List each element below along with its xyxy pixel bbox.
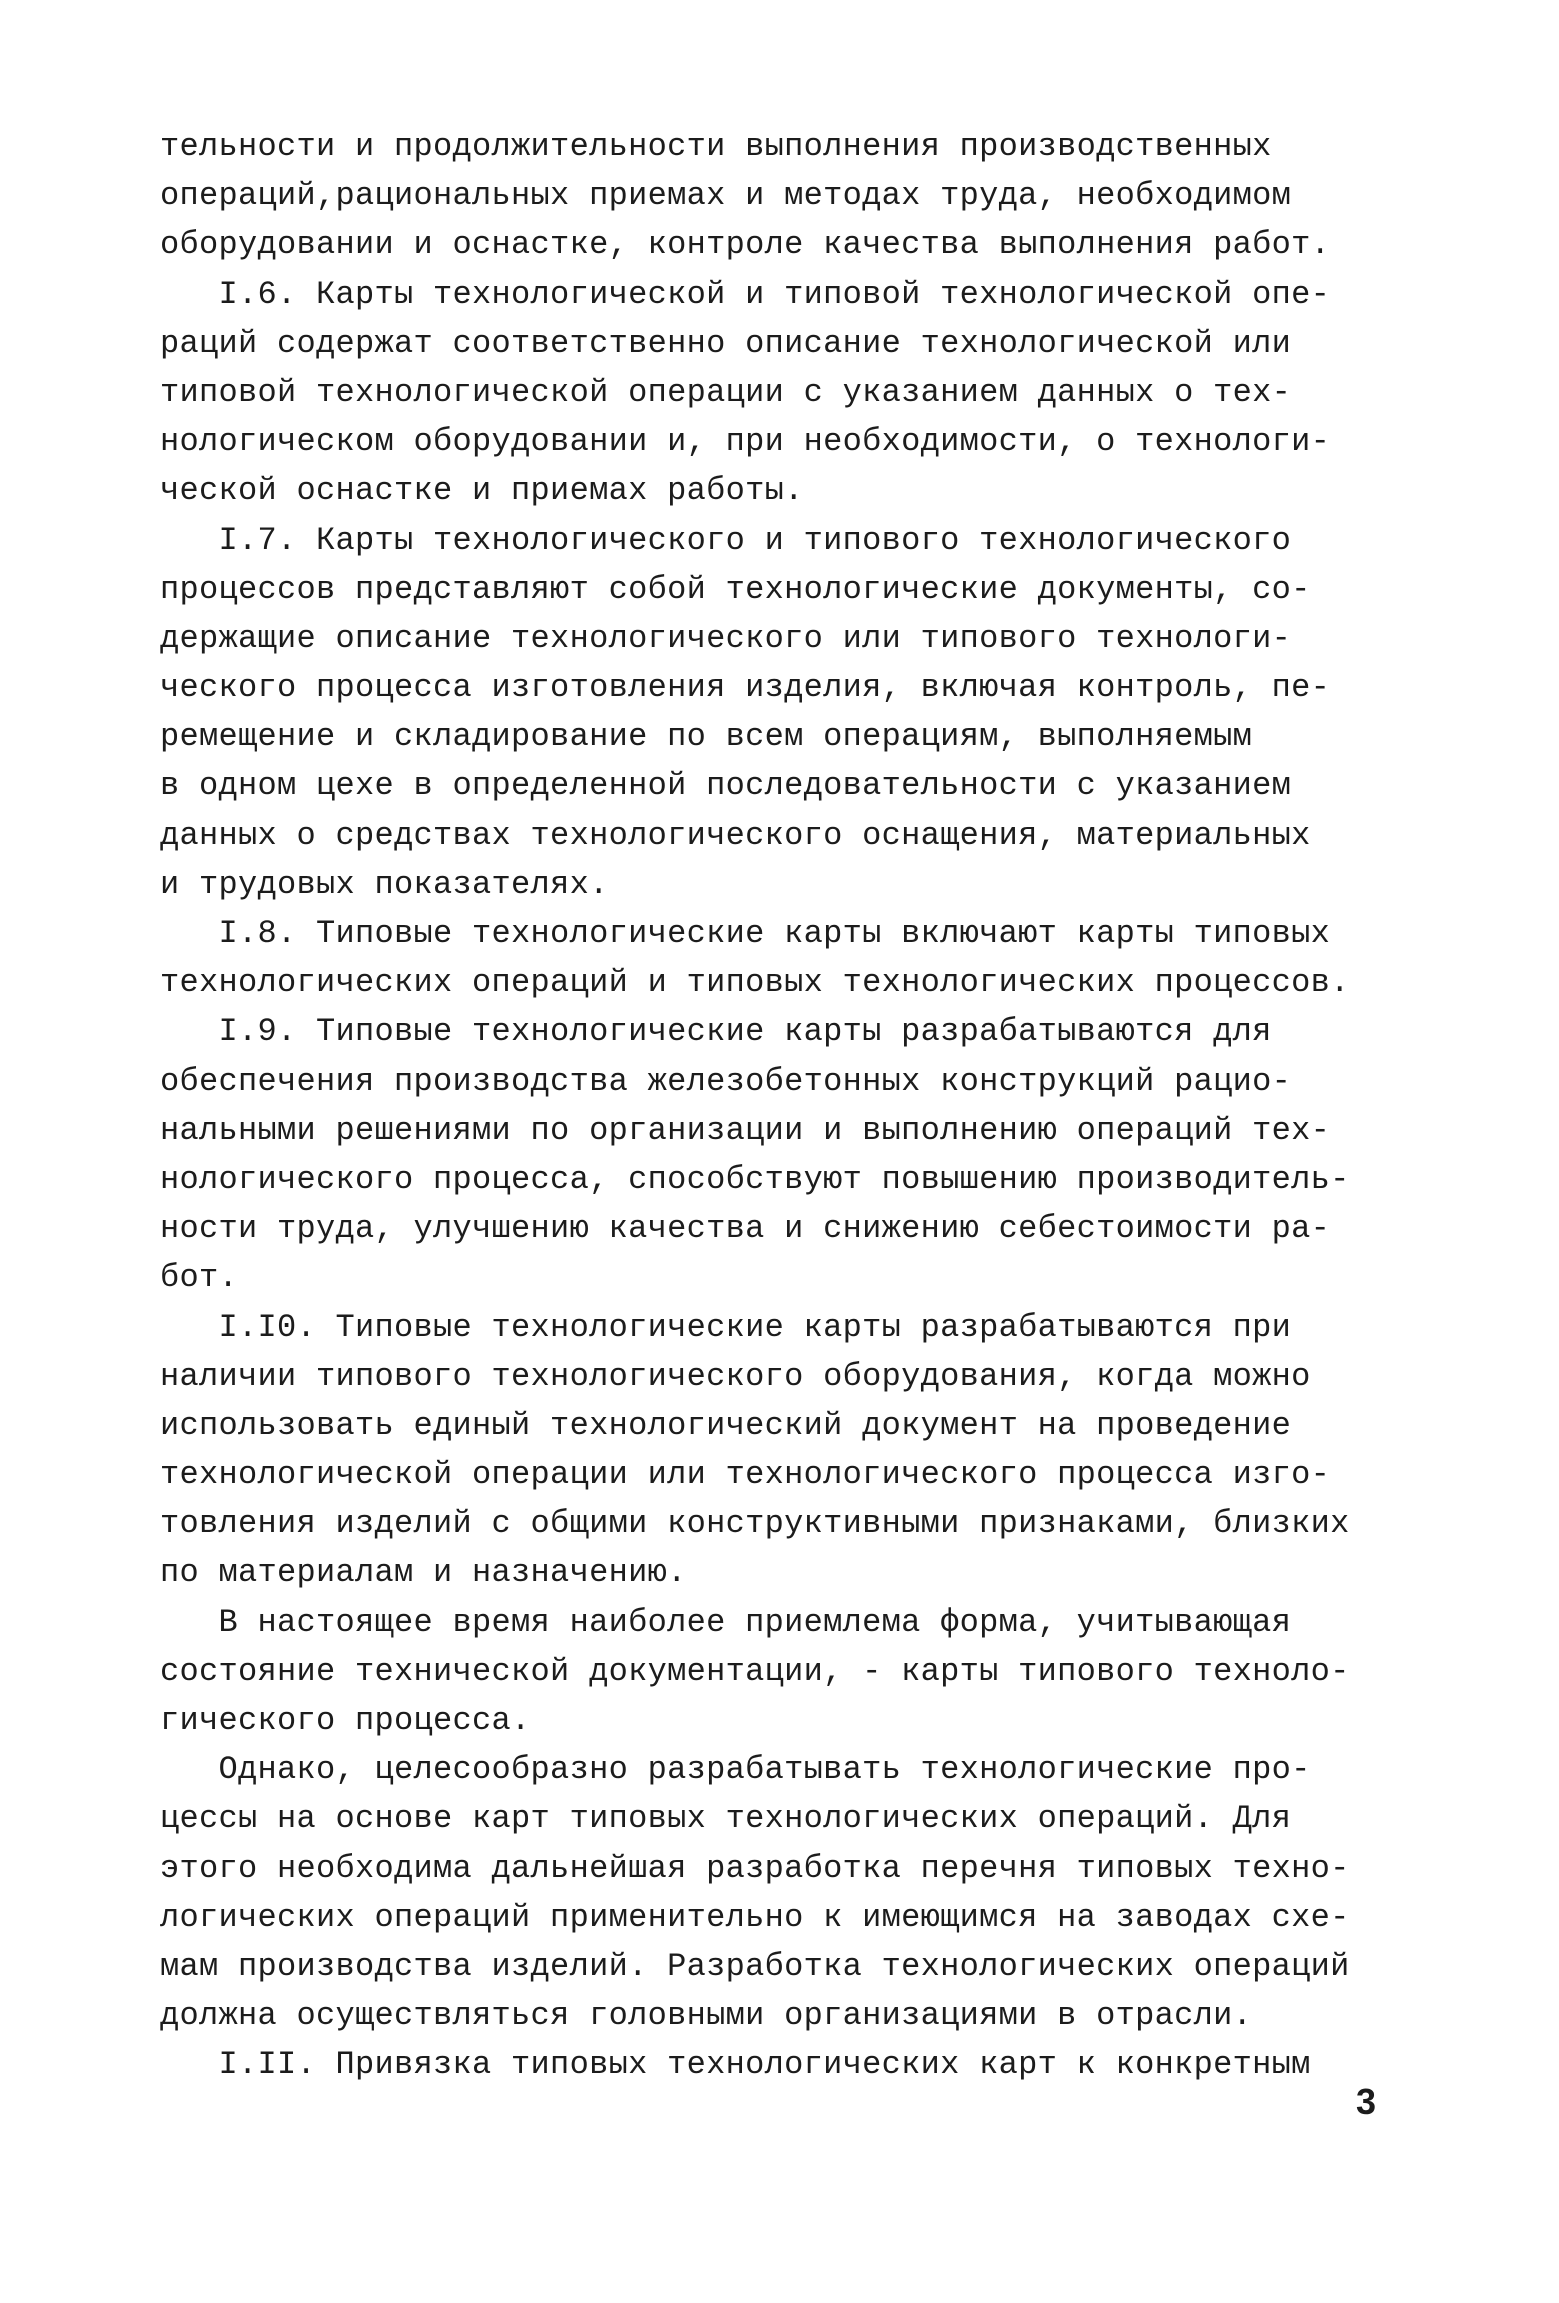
text-line: оборудовании и оснастке, контроле качества выполнения работ. — [160, 226, 1331, 264]
text-line: процессов представляют собой технологические документы, со- — [160, 570, 1311, 608]
text-line: I.9. Типовые технологические карты разрабатываются для — [160, 1013, 1272, 1051]
text-line: ности труда, улучшению качества и снижению себестоимости ра- — [160, 1210, 1331, 1248]
text-line: нологического процесса, способствуют повышению производитель- — [160, 1160, 1350, 1198]
text-line: Однако, целесообразно разрабатывать технологические про- — [160, 1751, 1311, 1789]
text-line: тельности и продолжительности выполнения производственных — [160, 128, 1272, 165]
page-number: 3 — [1356, 2081, 1377, 2122]
text-line: I.I0. Типовые технологические карты разрабатываются при — [160, 1308, 1292, 1346]
text-line: нальными решениями по организации и выполнению операций тех- — [160, 1111, 1331, 1149]
text-line: гического процесса. — [160, 1702, 531, 1739]
text-line: держащие описание технологического или типового технологи- — [160, 619, 1292, 657]
text-line: логических операций применительно к имеющимся на заводах схе- — [160, 1898, 1350, 1936]
text-line: I.II. Привязка типовых технологических карт к конкретным — [160, 2046, 1311, 2084]
text-line: ческой оснастке и приемах работы. — [160, 472, 804, 510]
text-line: I.7. Карты технологического и типового технологического — [160, 521, 1292, 559]
body-text — [160, 122, 1400, 2090]
text-line: технологической операции или технологического процесса изго- — [160, 1456, 1331, 1494]
text-line: товления изделий с общими конструктивными признаками, близких — [160, 1505, 1350, 1543]
text-line: в одном цехе в определенной последовательности с указанием — [160, 767, 1292, 805]
text-line: данных о средствах технологического оснащения, материальных — [160, 816, 1311, 854]
text-line: операций,рациональных приемах и методах труда, необходимом — [160, 177, 1292, 215]
text-line: I.6. Карты технологической и типовой технологической опе- — [160, 275, 1331, 313]
text-line: цессы на основе карт типовых технологических операций. Для — [160, 1800, 1292, 1838]
text-line: нологическом оборудовании и, при необходимости, о технологи- — [160, 423, 1331, 461]
text-line: и трудовых показателях. — [160, 865, 609, 903]
text-line: В настоящее время наиболее приемлема форма, учитывающая — [160, 1603, 1292, 1641]
text-line: I.8. Типовые технологические карты включают карты типовых — [160, 915, 1331, 952]
text-line: бот. — [160, 1259, 239, 1297]
text-line: обеспечения производства железобетонных конструкций рацио- — [160, 1062, 1292, 1100]
text-line: технологических операций и типовых технологических процессов. — [160, 964, 1350, 1002]
text-line: состояние технической документации, - карты типового техноло- — [160, 1652, 1350, 1690]
text-line: ремещение и складирование по всем операциям, выполняемым — [160, 718, 1253, 756]
text-line: ческого процесса изготовления изделия, включая контроль, пе- — [160, 669, 1331, 707]
text-line: должна осуществляться головными организациями в отрасли. — [160, 1997, 1253, 2035]
text-line: мам производства изделий. Разработка технологических операций — [160, 1947, 1350, 1985]
text-line: раций содержат соответственно описание технологической или — [160, 324, 1292, 362]
text-line: этого необходима дальнейшая разработка перечня типовых техно- — [160, 1849, 1350, 1887]
text-line: типовой технологической операции с указанием данных о тех- — [160, 373, 1292, 411]
text-line: наличии типового технологического оборудования, когда можно — [160, 1357, 1311, 1395]
text-line: по материалам и назначению. — [160, 1554, 687, 1592]
text-line: использовать единый технологический документ на проведение — [160, 1406, 1292, 1444]
